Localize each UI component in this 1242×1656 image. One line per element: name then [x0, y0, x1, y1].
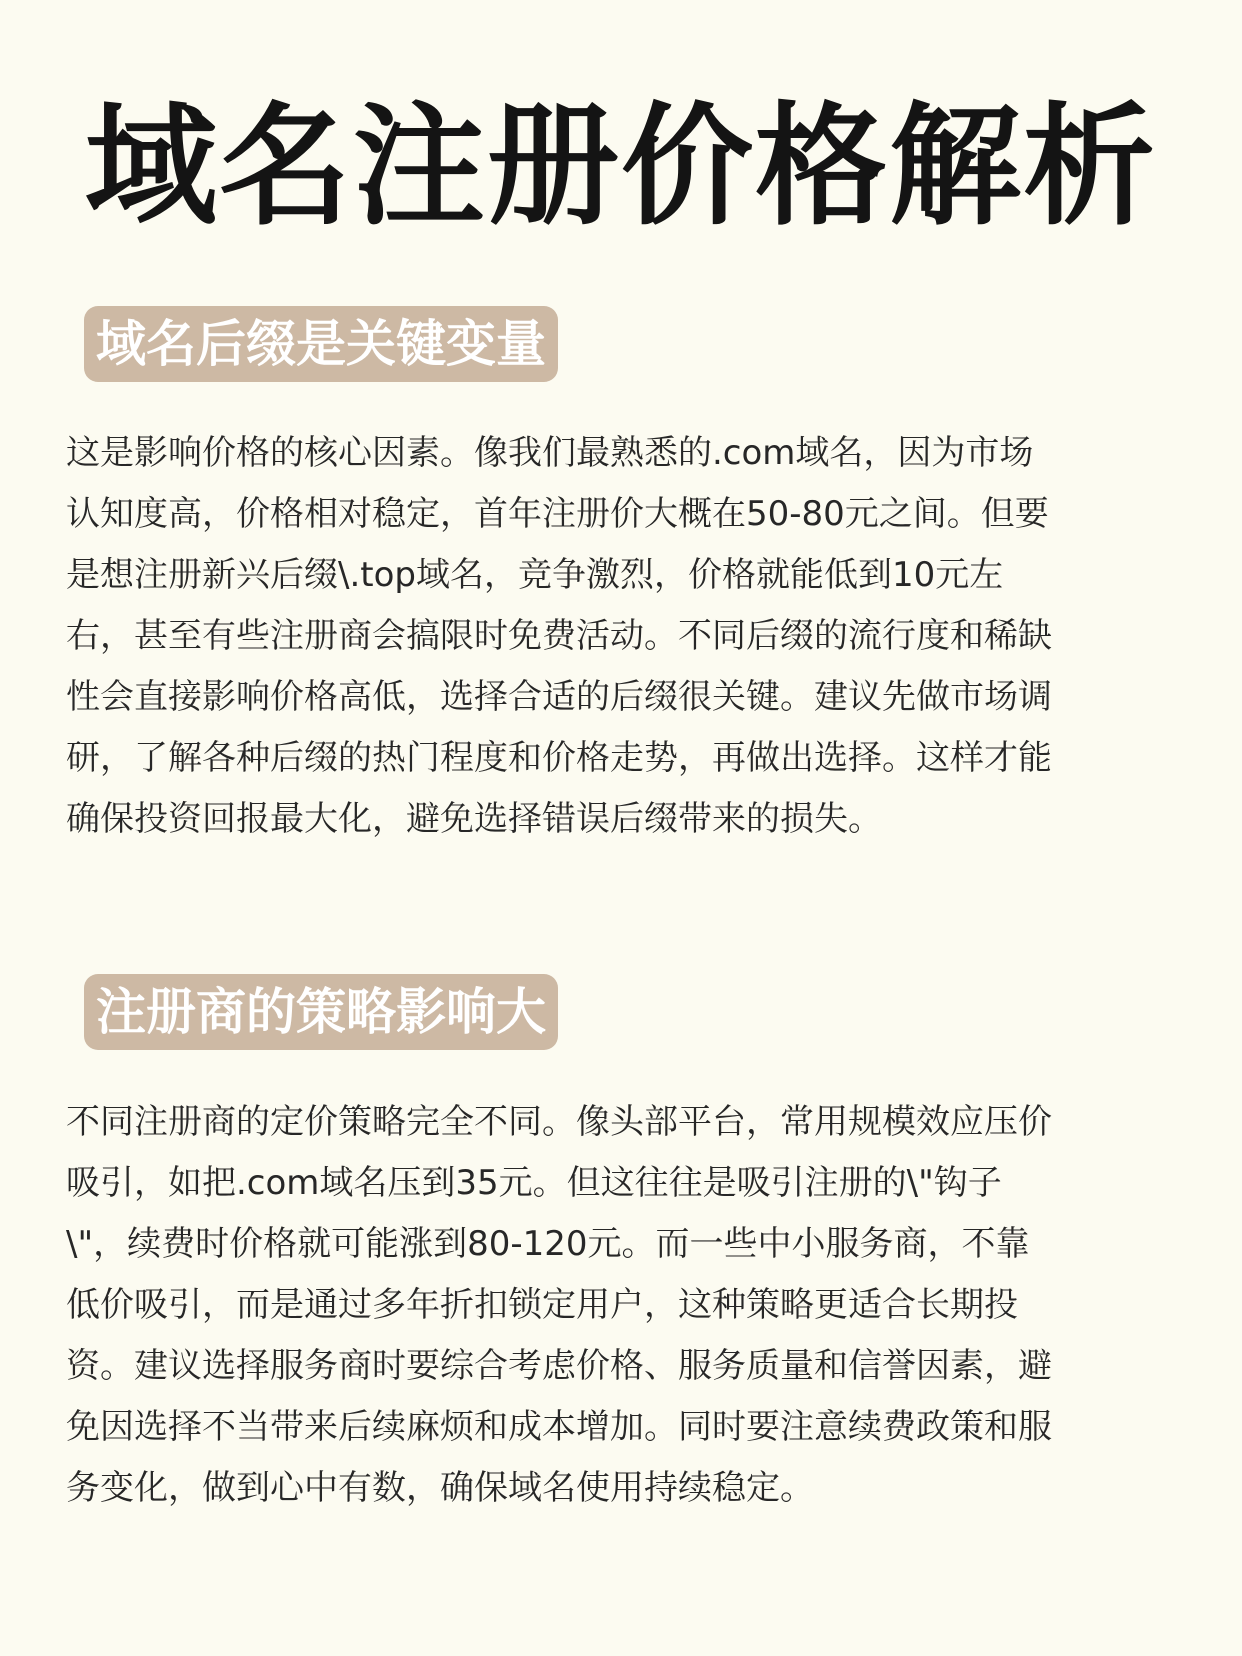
section-heading-registrar: 注册商的策略影响大	[84, 974, 558, 1050]
section-heading-suffix: 域名后缀是关键变量	[84, 306, 558, 382]
paragraph-line: 不同注册商的定价策略完全不同。像头部平台，常用规模效应压价	[66, 1102, 1052, 1142]
paragraph-line: 这是影响价格的核心因素。像我们最熟悉的.com域名，因为市场	[66, 433, 1034, 473]
paragraph-line: 确保投资回报最大化，避免选择错误后缀带来的损失。	[66, 799, 882, 839]
paragraph-line: 是想注册新兴后缀\.top域名，竞争激烈，价格就能低到10元左	[66, 555, 1004, 595]
section-body-suffix	[66, 423, 1176, 850]
page-title: 域名注册价格解析	[85, 90, 1157, 244]
paragraph-line: 认知度高，价格相对稳定，首年注册价大概在50-80元之间。但要	[66, 494, 1049, 534]
paragraph-line: 性会直接影响价格高低，选择合适的后缀很关键。建议先做市场调	[66, 677, 1052, 717]
paragraph-line: 务变化，做到心中有数，确保域名使用持续稳定。	[66, 1468, 814, 1508]
paragraph-line: 资。建议选择服务商时要综合考虑价格、服务质量和信誉因素，避	[66, 1346, 1052, 1386]
paragraph-line: \"，续费时价格就可能涨到80-120元。而一些中小服务商，不靠	[66, 1224, 1030, 1264]
paragraph-line: 右，甚至有些注册商会搞限时免费活动。不同后缀的流行度和稀缺	[66, 616, 1052, 656]
paragraph-line: 低价吸引，而是通过多年折扣锁定用户，这种策略更适合长期投	[66, 1285, 1018, 1325]
paragraph-line: 吸引，如把.com域名压到35元。但这往往是吸引注册的\"钩子	[66, 1163, 1002, 1203]
section-body-registrar	[66, 1092, 1176, 1519]
paragraph-line: 研，了解各种后缀的热门程度和价格走势，再做出选择。这样才能	[66, 738, 1052, 778]
paragraph-line: 免因选择不当带来后续麻烦和成本增加。同时要注意续费政策和服	[66, 1407, 1052, 1447]
